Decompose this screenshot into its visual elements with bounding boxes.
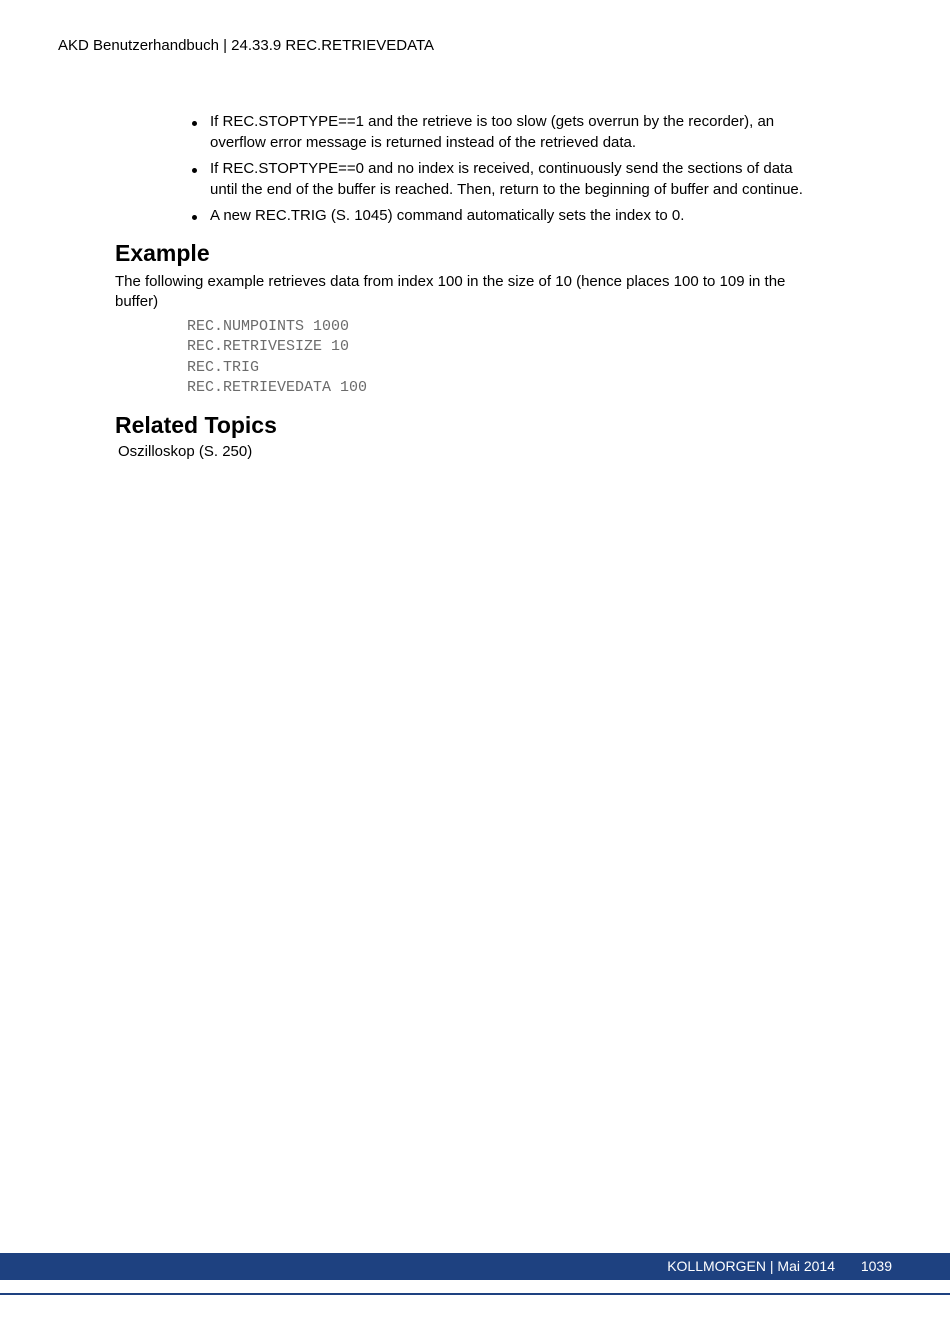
code-line: REC.RETRIEVEDATA 100	[187, 379, 368, 396]
list-item: A new REC.TRIG (S. 1045) command automatically sets the index to 0.	[210, 206, 805, 227]
list-item: If REC.STOPTYPE==1 and the retrieve is too slow (gets overrun by the recorder), an overflow error message is returned instead of the retrieved data.	[210, 112, 805, 153]
example-description: The following example retrieves data from index 100 in the size of 10 (hence places 100 to 109 in the buffer)	[115, 272, 786, 310]
code-block	[187, 317, 805, 399]
related-topics-heading: Related Topics	[115, 411, 277, 438]
footer-divider	[0, 1293, 950, 1295]
footer-bar	[0, 1253, 950, 1280]
footer-publisher: KOLLMORGEN | Mai 2014	[667, 1258, 835, 1274]
page-number: 1039	[860, 1258, 892, 1274]
example-heading: Example	[115, 239, 210, 266]
code-line: REC.RETRIVESIZE 10	[187, 338, 350, 355]
list-item: If REC.STOPTYPE==0 and no index is received, continuously send the sections of data until the end of the buffer is reached. Then, return to the beginning of buffer and continue.	[210, 159, 805, 200]
code-line: REC.TRIG	[187, 358, 260, 376]
code-line: REC.NUMPOINTS 1000	[187, 317, 350, 335]
related-topic-link[interactable]: Oszilloskop (S. 250)	[118, 442, 253, 460]
page-content	[115, 112, 805, 462]
bullet-list	[115, 112, 805, 227]
running-header: AKD Benutzerhandbuch | 24.33.9 REC.RETRIEVEDATA	[58, 37, 435, 54]
